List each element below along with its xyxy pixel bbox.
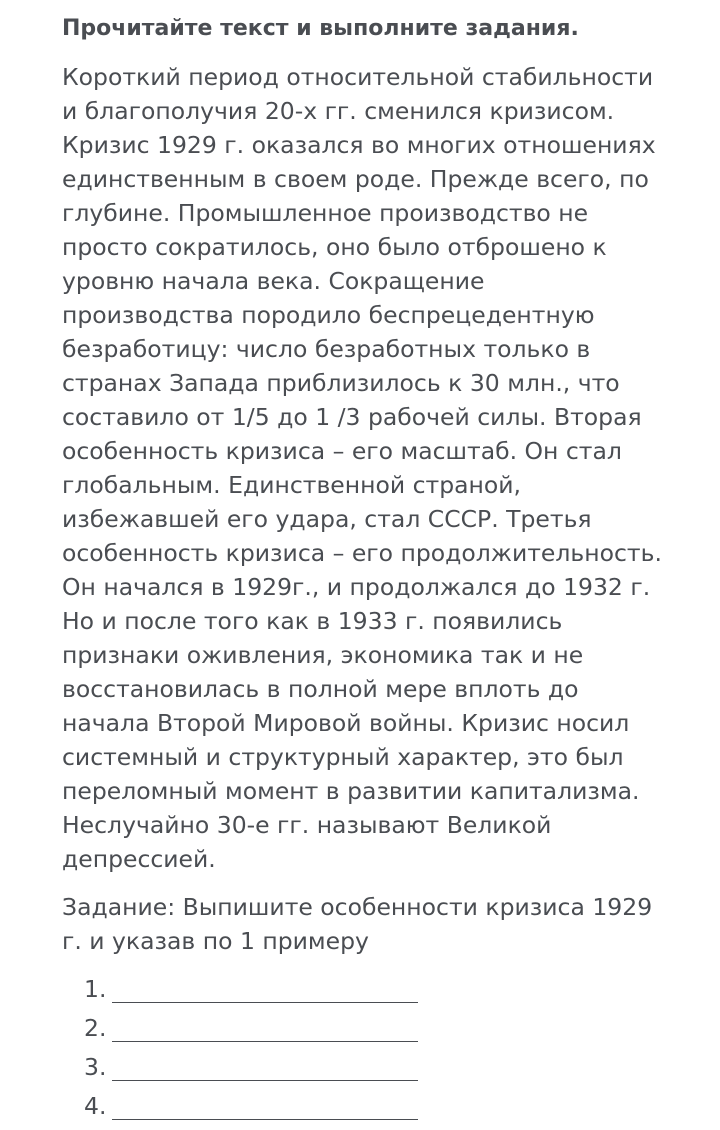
answer-number: 4. bbox=[84, 1092, 107, 1120]
text-line: системный и структурный характер, это был bbox=[62, 743, 624, 771]
text-line: депрессией. bbox=[62, 845, 216, 873]
page-title: Прочитайте текст и выполните задания. bbox=[62, 16, 579, 41]
answer-item bbox=[84, 1009, 720, 1048]
text-line: начала Второй Мировой войны. Кризис носил bbox=[62, 709, 630, 737]
text-line: и благополучия 20-х гг. сменился кризисом. bbox=[62, 97, 615, 125]
text-line: уровню начала века. Сокращение bbox=[62, 267, 485, 295]
answer-item bbox=[84, 1048, 720, 1087]
text-line: странах Запада приблизилось к 30 млн., что bbox=[62, 369, 620, 397]
task-instruction bbox=[62, 890, 720, 958]
answer-number: 1. bbox=[84, 975, 107, 1003]
text-line: особенность кризиса – его продолжительность. bbox=[62, 539, 662, 567]
text-line: составило от 1/5 до 1 /3 рабочей силы. Вторая bbox=[62, 403, 642, 431]
text-line: Но и после того как в 1933 г. появились bbox=[62, 607, 563, 635]
task-line: г. и указав по 1 примеру bbox=[62, 927, 369, 955]
answer-number: 2. bbox=[84, 1014, 107, 1042]
text-line: глобальным. Единственной страной, bbox=[62, 471, 522, 499]
answer-list bbox=[62, 970, 720, 1126]
text-line: Короткий период относительной стабильности bbox=[62, 63, 654, 91]
text-line: безработицу: число безработных только в bbox=[62, 335, 591, 363]
answer-blank[interactable] bbox=[112, 972, 418, 1003]
text-line: глубине. Промышленное производство не bbox=[62, 199, 589, 227]
text-line: переломный момент в развитии капитализма. bbox=[62, 777, 640, 805]
text-line: Он начался в 1929г., и продолжался до 1932 г. bbox=[62, 573, 651, 601]
text-line: признаки оживления, экономика так и не bbox=[62, 641, 584, 669]
answer-item bbox=[84, 1087, 720, 1126]
text-line: производства породило беспрецедентную bbox=[62, 301, 595, 329]
text-line: особенность кризиса – его масштаб. Он стал bbox=[62, 437, 622, 465]
answer-item bbox=[84, 970, 720, 1009]
task-line: Задание: Выпишите особенности кризиса 1929 bbox=[62, 893, 653, 921]
text-line: единственным в своем роде. Прежде всего, по bbox=[62, 165, 649, 193]
answer-blank[interactable] bbox=[112, 1050, 418, 1081]
answer-blank[interactable] bbox=[112, 1011, 418, 1042]
text-line: восстановилась в полной мере вплоть до bbox=[62, 675, 579, 703]
text-line: просто сократилось, оно было отброшено к bbox=[62, 233, 607, 261]
text-line: избежавшей его удара, стал СССР. Третья bbox=[62, 505, 592, 533]
text-line: Неслучайно 30-е гг. называют Великой bbox=[62, 811, 552, 839]
answer-number: 3. bbox=[84, 1053, 107, 1081]
reading-text bbox=[62, 60, 720, 876]
answer-blank[interactable] bbox=[112, 1089, 418, 1120]
text-line: Кризис 1929 г. оказался во многих отношениях bbox=[62, 131, 656, 159]
